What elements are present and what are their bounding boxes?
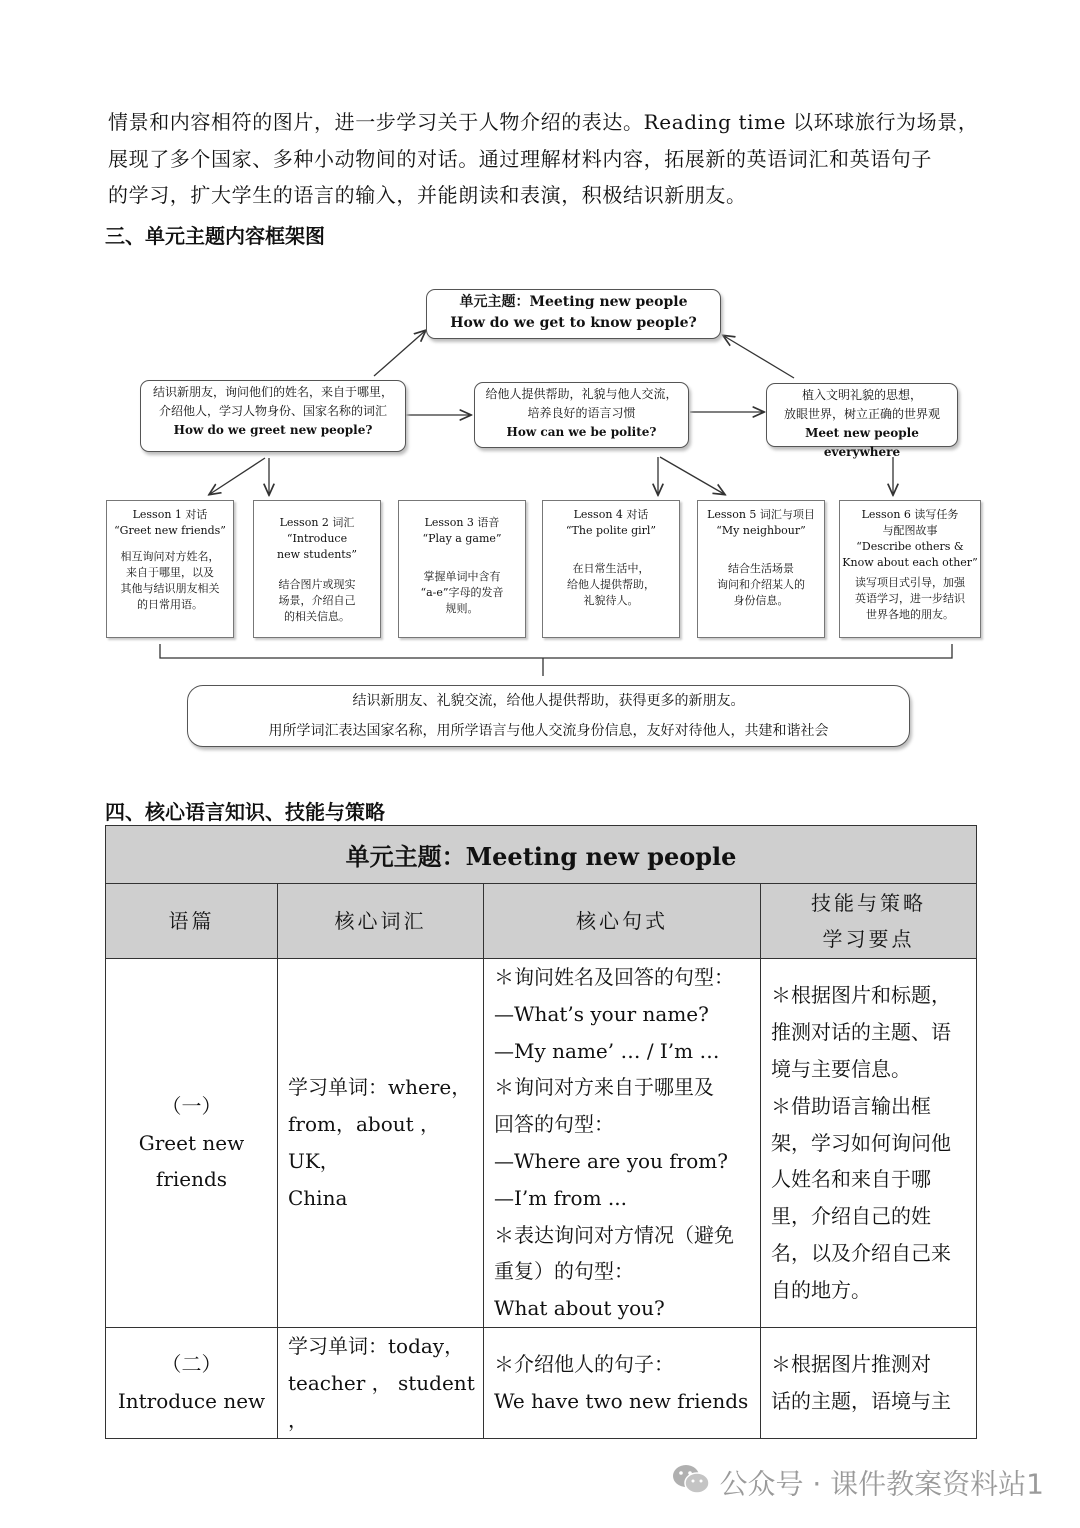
cell-line: ＊借助语言输出框 bbox=[771, 1093, 931, 1118]
cell-line: （二） bbox=[161, 1352, 222, 1377]
arrow-left-to-top bbox=[374, 331, 425, 376]
lesson-subtitle: “Describe others & bbox=[856, 540, 964, 553]
cell-line: ＊根据图片推测对 bbox=[771, 1352, 931, 1377]
header-skills bbox=[761, 884, 977, 959]
unit-question: How do we get to know people? bbox=[450, 315, 697, 331]
lesson-4-box bbox=[542, 500, 680, 638]
header-vocab: 核心词汇 bbox=[278, 884, 484, 959]
framework-left-box bbox=[140, 380, 406, 452]
lesson-subtitle: “My neighbour” bbox=[716, 524, 806, 537]
header-text: 语篇 bbox=[106, 884, 278, 959]
section-4-heading: 四、核心语言知识、技能与策略 bbox=[105, 800, 385, 824]
header-skills-line: 学习要点 bbox=[822, 927, 915, 951]
lesson-desc: 相互询问对方姓名， bbox=[120, 550, 220, 563]
lesson-subtitle: Know about each other” bbox=[842, 556, 978, 569]
cell-line: —What’s your name? bbox=[494, 1001, 709, 1026]
lesson-desc: 结合生活场景 bbox=[728, 562, 794, 575]
lesson-subtitle: “Greet new friends” bbox=[114, 524, 226, 537]
left-box-line: 介绍他人，学习人物身份、国家名称的词汇 bbox=[158, 404, 387, 418]
header-sentences: 核心句式 bbox=[484, 884, 761, 959]
row1-skills bbox=[761, 959, 977, 1328]
table-row bbox=[106, 959, 977, 1328]
cell-line: 人姓名和来自于哪 bbox=[771, 1167, 931, 1192]
cell-line: 学习单词：where， bbox=[288, 1075, 472, 1100]
intro-line: 的学习，扩大学生的语言的输入，并能朗读和表演，积极结识新朋友。 bbox=[108, 183, 747, 207]
cell-line: China bbox=[288, 1185, 348, 1210]
summary-line: 结识新朋友、礼貌交流，给他人提供帮助，获得更多的新朋友。 bbox=[352, 693, 745, 709]
framework-top-box bbox=[426, 289, 721, 339]
middle-box-question: How can we be polite? bbox=[506, 425, 657, 439]
table-title: 单元主题：Meeting new people bbox=[106, 826, 977, 884]
left-box-line: 结识新朋友，询问他们的姓名，来自于哪里， bbox=[152, 385, 393, 399]
cell-line: ＊询问姓名及回答的句型： bbox=[494, 965, 734, 990]
cell-line: 话的主题，语境与主 bbox=[771, 1389, 951, 1414]
cell-line: Greet new bbox=[138, 1130, 245, 1155]
row2-skills bbox=[761, 1328, 977, 1439]
row2-sentences bbox=[484, 1328, 761, 1439]
lesson-desc: 场景，介绍自己 bbox=[278, 594, 356, 607]
lesson-title: Lesson 4 对话 bbox=[573, 508, 649, 521]
cell-line: 里，介绍自己的姓 bbox=[771, 1204, 931, 1229]
cell-line: ＊介绍他人的句子： bbox=[494, 1352, 674, 1377]
lesson-desc: “a-e”字母的发音 bbox=[420, 586, 504, 599]
lesson-desc: 在日常生活中， bbox=[572, 562, 650, 575]
summary-line: 用所学词汇表达国家名称，用所学语言与他人交流身份信息，友好对待他人，共建和谐社会 bbox=[268, 723, 829, 739]
lesson-desc: 的日常用语。 bbox=[137, 598, 203, 611]
cell-line: ＊根据图片和标题， bbox=[771, 983, 951, 1008]
lesson-title: Lesson 3 语音 bbox=[424, 516, 500, 529]
cell-line: 架，学习如何询问他 bbox=[771, 1130, 951, 1155]
bottom-brace bbox=[160, 644, 952, 658]
intro-line: 情景和内容相符的图片，进一步学习关于人物介绍的表达。Reading time 以环球旅行为场景， bbox=[108, 110, 979, 134]
lesson-title: Lesson 6 读写任务 bbox=[861, 508, 959, 521]
cell-line: We have two new friends bbox=[494, 1389, 749, 1414]
right-box-line: 放眼世界，树立正确的世界观 bbox=[783, 407, 940, 421]
arrow-to-lesson-5 bbox=[660, 457, 724, 494]
left-box-question: How do we greet new people? bbox=[173, 423, 373, 437]
cell-line: What about you? bbox=[494, 1296, 665, 1321]
row2-vocab bbox=[278, 1328, 484, 1439]
lesson-desc: 来自于哪里，以及 bbox=[126, 566, 214, 579]
lesson-desc: 世界各地的朋友。 bbox=[866, 608, 954, 621]
cell-line: from，about ，UK， bbox=[288, 1112, 441, 1173]
lesson-desc: 规则。 bbox=[445, 602, 479, 615]
cell-line: —Where are you from? bbox=[494, 1149, 728, 1173]
row1-sentences bbox=[484, 959, 761, 1328]
arrow-right-to-top bbox=[724, 336, 794, 378]
unit-theme-label: 单元主题：Meeting new people bbox=[459, 294, 688, 310]
lesson-desc: 身份信息。 bbox=[733, 594, 789, 607]
watermark bbox=[671, 1462, 1044, 1503]
row1-text bbox=[106, 959, 278, 1328]
lesson-subtitle: “The polite girl” bbox=[565, 524, 657, 537]
middle-box-line: 给他人提供帮助，礼貌与他人交流， bbox=[485, 387, 678, 401]
cell-line: friends bbox=[155, 1167, 228, 1192]
lesson-desc: 询问和介绍某人的 bbox=[717, 578, 805, 591]
cell-line: Introduce new bbox=[117, 1389, 266, 1414]
lesson-desc: 礼貌待人。 bbox=[583, 594, 639, 607]
lesson-1-box bbox=[106, 500, 234, 638]
row1-vocab bbox=[278, 959, 484, 1328]
cell-line: 自的地方。 bbox=[771, 1277, 871, 1302]
right-box-goal: Meet new people everywhere bbox=[805, 426, 919, 459]
lesson-2-box bbox=[253, 500, 381, 638]
cell-line: —I’m from ... bbox=[494, 1185, 627, 1210]
middle-box-line: 培养良好的语言习惯 bbox=[527, 406, 636, 420]
framework-middle-box bbox=[474, 382, 689, 448]
cell-line: ＊询问对方来自于哪里及 bbox=[494, 1075, 714, 1100]
lesson-title: Lesson 5 词汇与项目 bbox=[707, 508, 815, 521]
lesson-title: Lesson 2 词汇 bbox=[279, 516, 355, 529]
cell-line: —My name’ … / I’m … bbox=[494, 1038, 720, 1063]
lesson-6-box bbox=[839, 500, 981, 638]
intro-line: 展现了多个国家、多种小动物间的对话。通过理解材料内容，拓展新的英语词汇和英语句子 bbox=[108, 146, 932, 171]
cell-line: teacher ， student ， bbox=[288, 1370, 475, 1432]
right-box-line: 植入文明礼貌的思想， bbox=[801, 388, 922, 402]
cell-line: 回答的句型： bbox=[494, 1112, 614, 1137]
cell-line: 名，以及介绍自己来 bbox=[771, 1240, 951, 1265]
core-language-table bbox=[105, 825, 977, 1439]
lesson-desc: 掌握单词中含有 bbox=[423, 570, 501, 583]
table-row bbox=[106, 1328, 977, 1439]
cell-line: ＊表达询问对方情况（避免 bbox=[494, 1222, 734, 1247]
framework-bottom-box bbox=[187, 685, 910, 747]
lesson-desc: 读写项目式引导，加强 bbox=[855, 576, 965, 589]
cell-line: （一） bbox=[161, 1093, 222, 1118]
lesson-title: Lesson 1 对话 bbox=[132, 508, 208, 521]
lesson-desc: 的相关信息。 bbox=[284, 610, 350, 623]
section-3-heading: 三、单元主题内容框架图 bbox=[105, 224, 325, 248]
cell-line: 境与主要信息。 bbox=[771, 1057, 911, 1081]
lesson-subtitle: “Introduce bbox=[286, 532, 348, 545]
lesson-subtitle: “Play a game” bbox=[422, 532, 502, 545]
lesson-desc: 给他人提供帮助， bbox=[567, 578, 655, 591]
lesson-desc: 其他与结识朋友相关 bbox=[120, 582, 220, 595]
framework-right-box bbox=[766, 383, 958, 459]
lesson-desc: 英语学习，进一步结识 bbox=[855, 592, 965, 605]
lesson-3-box bbox=[398, 500, 526, 638]
header-skills-line: 技能与策略 bbox=[811, 891, 927, 915]
watermark-text: 公众号 · 课件教案资料站1 bbox=[719, 1467, 1044, 1501]
wechat-icon bbox=[671, 1462, 711, 1503]
cell-line: 学习单词：today， bbox=[288, 1334, 465, 1358]
cell-line: 重复）的句型： bbox=[494, 1259, 634, 1284]
lesson-5-box bbox=[697, 500, 825, 638]
lesson-desc: 结合图片或现实 bbox=[278, 578, 356, 591]
cell-line: 推测对话的主题、语 bbox=[771, 1020, 951, 1045]
row2-text bbox=[106, 1328, 278, 1439]
lesson-subtitle: new students” bbox=[277, 548, 357, 561]
lesson-subtitle: 与配图故事 bbox=[882, 524, 938, 537]
arrow-to-lesson-1 bbox=[210, 458, 265, 494]
